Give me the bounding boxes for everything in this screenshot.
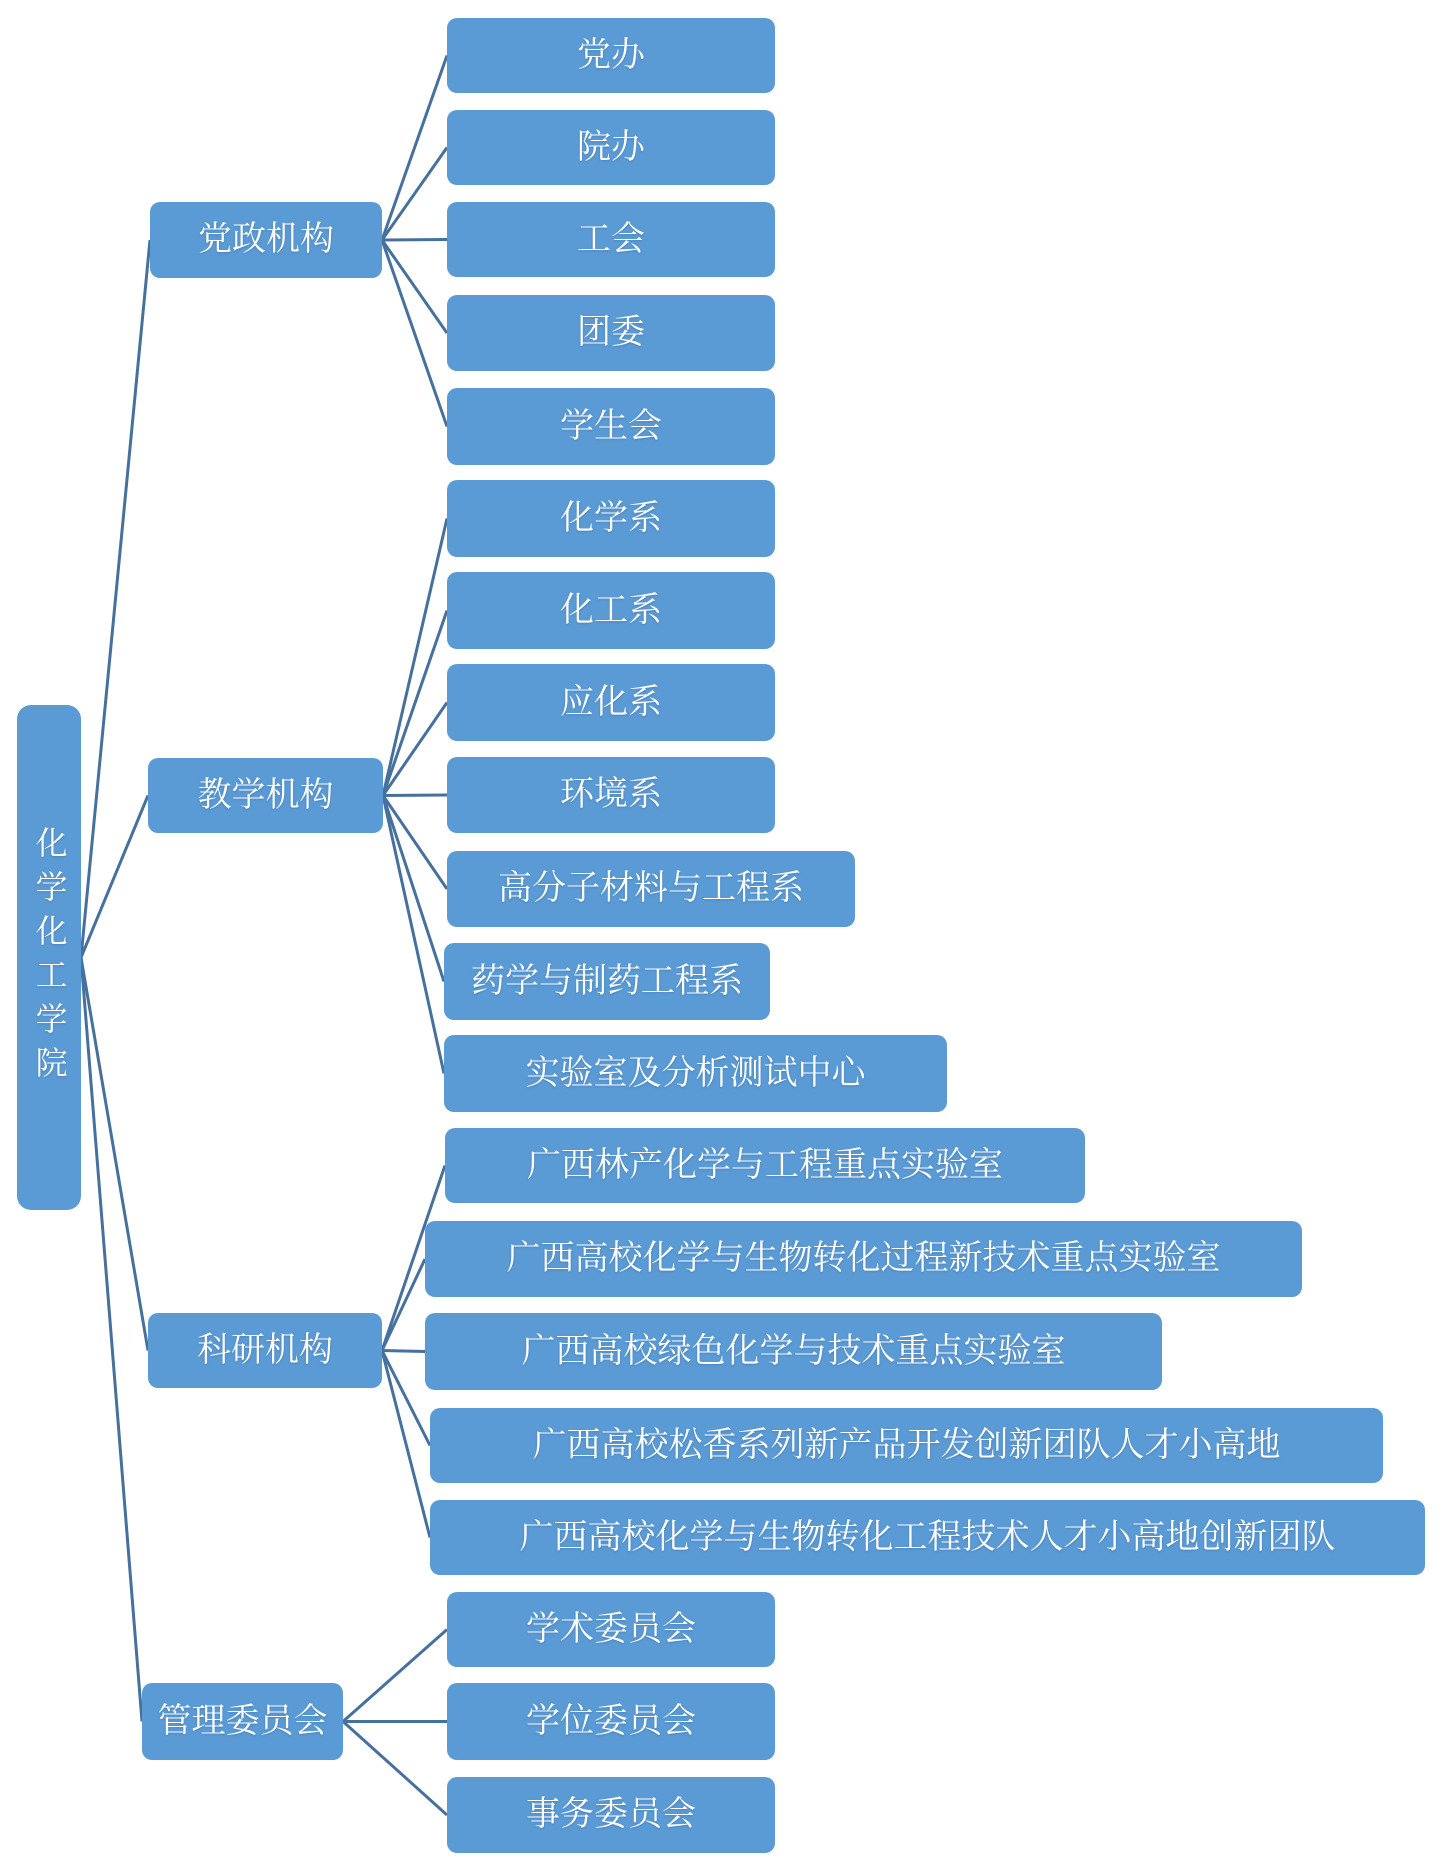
category-node-2: 科研机构 xyxy=(148,1313,382,1388)
child-node-2-4: 广西高校化学与生物转化工程技术人才小高地创新团队 xyxy=(430,1500,1425,1575)
child-node-0-3: 团委 xyxy=(447,295,775,371)
child-node-1-6: 实验室及分析测试中心 xyxy=(444,1035,947,1112)
child-node-0-2: 工会 xyxy=(447,202,775,277)
category-node-3: 管理委员会 xyxy=(142,1683,343,1760)
category-node-0: 党政机构 xyxy=(150,202,382,278)
root-node: 化学化工学院 xyxy=(17,705,81,1210)
child-node-3-2: 事务委员会 xyxy=(447,1777,775,1853)
child-node-0-0: 党办 xyxy=(447,18,775,93)
child-node-1-5: 药学与制药工程系 xyxy=(444,943,770,1020)
child-node-1-1: 化工系 xyxy=(447,572,775,649)
child-node-0-1: 院办 xyxy=(447,110,775,185)
child-node-1-0: 化学系 xyxy=(447,480,775,557)
child-node-0-4: 学生会 xyxy=(447,388,775,465)
child-node-1-2: 应化系 xyxy=(447,664,775,741)
child-node-2-1: 广西高校化学与生物转化过程新技术重点实验室 xyxy=(425,1221,1302,1297)
child-node-1-3: 环境系 xyxy=(447,757,775,833)
child-node-3-0: 学术委员会 xyxy=(447,1592,775,1667)
child-node-2-2: 广西高校绿色化学与技术重点实验室 xyxy=(425,1313,1162,1390)
child-node-2-3: 广西高校松香系列新产品开发创新团队人才小高地 xyxy=(430,1408,1383,1483)
category-node-1: 教学机构 xyxy=(148,758,383,833)
child-node-1-4: 高分子材料与工程系 xyxy=(447,851,855,927)
child-node-2-0: 广西林产化学与工程重点实验室 xyxy=(445,1128,1085,1203)
child-node-3-1: 学位委员会 xyxy=(447,1683,775,1760)
